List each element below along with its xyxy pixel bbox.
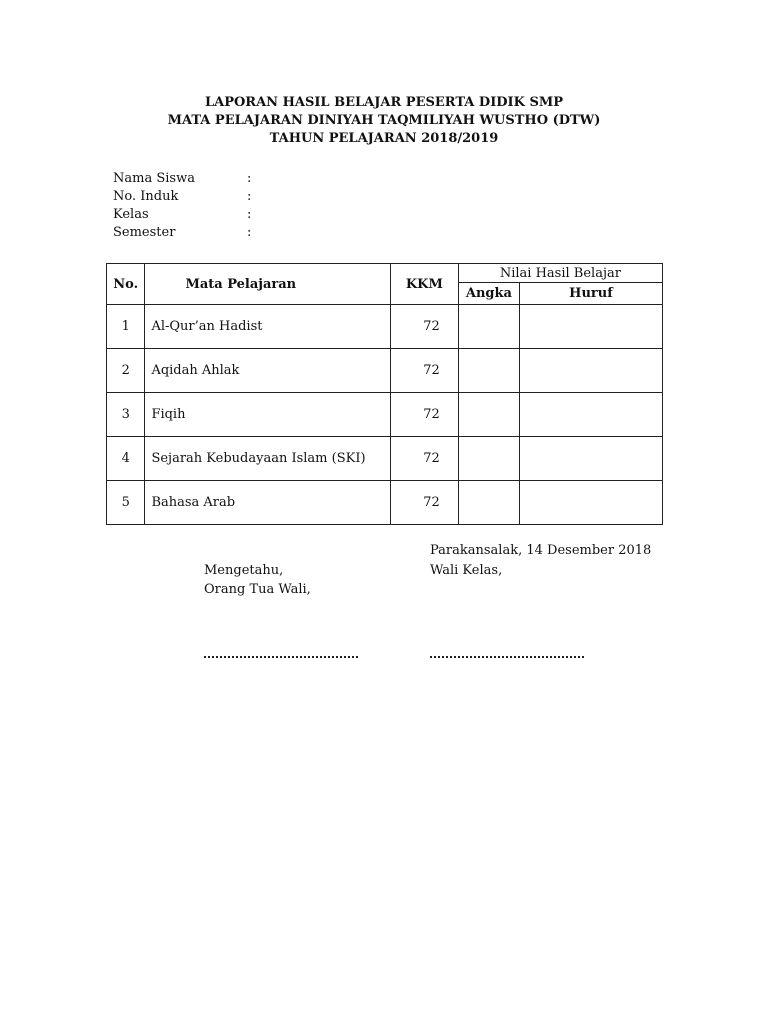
table-row bbox=[107, 437, 663, 481]
row-score-cell bbox=[458, 437, 519, 481]
student-name-field bbox=[113, 170, 251, 188]
student-id-field bbox=[113, 188, 251, 206]
student-id-label: No. Induk bbox=[113, 189, 179, 204]
row-score-cell bbox=[458, 305, 519, 349]
class-label: Kelas bbox=[113, 207, 149, 222]
homeroom-teacher-label: Wali Kelas, bbox=[430, 563, 503, 578]
row-number: 2 bbox=[107, 349, 145, 393]
row-letter-cell bbox=[519, 481, 662, 525]
semester-label: Semester bbox=[113, 225, 176, 240]
row-kkm: 72 bbox=[390, 393, 458, 437]
row-letter-cell bbox=[519, 437, 662, 481]
row-letter-cell bbox=[519, 349, 662, 393]
parent-guardian-label: Orang Tua Wali, bbox=[204, 582, 311, 597]
table-row bbox=[107, 481, 663, 525]
column-header-score: Angka bbox=[458, 283, 519, 305]
teacher-signature-line bbox=[430, 656, 584, 658]
row-subject: Al-Qur’an Hadist bbox=[145, 305, 390, 349]
report-title-line3: TAHUN PELAJARAN 2018/2019 bbox=[269, 131, 499, 146]
column-header-letter: Huruf bbox=[519, 283, 662, 305]
row-letter-cell bbox=[519, 305, 662, 349]
column-header-subject: Mata Pelajaran bbox=[145, 264, 390, 305]
row-kkm: 72 bbox=[390, 349, 458, 393]
report-title-line1: LAPORAN HASIL BELAJAR PESERTA DIDIK SMP bbox=[204, 95, 564, 110]
row-subject: Sejarah Kebudayaan Islam (SKI) bbox=[145, 437, 390, 481]
row-kkm: 72 bbox=[390, 481, 458, 525]
row-number: 4 bbox=[107, 437, 145, 481]
place-date: Parakansalak, 14 Desember 2018 bbox=[430, 543, 652, 558]
field-separator: : bbox=[247, 189, 252, 204]
column-group-result: Nilai Hasil Belajar bbox=[458, 264, 662, 283]
class-field bbox=[113, 206, 251, 224]
field-separator: : bbox=[247, 171, 252, 186]
row-number: 1 bbox=[107, 305, 145, 349]
table-row bbox=[107, 305, 663, 349]
row-letter-cell bbox=[519, 393, 662, 437]
table-row bbox=[107, 393, 663, 437]
row-number: 5 bbox=[107, 481, 145, 525]
row-score-cell bbox=[458, 393, 519, 437]
row-kkm: 72 bbox=[390, 305, 458, 349]
row-subject: Fiqih bbox=[145, 393, 390, 437]
grades-table bbox=[106, 263, 663, 525]
column-header-kkm: KKM bbox=[390, 264, 458, 305]
row-number: 3 bbox=[107, 393, 145, 437]
acknowledge-label: Mengetahu, bbox=[204, 563, 284, 578]
row-kkm: 72 bbox=[390, 437, 458, 481]
field-separator: : bbox=[247, 225, 252, 240]
field-separator: : bbox=[247, 207, 252, 222]
row-subject: Bahasa Arab bbox=[145, 481, 390, 525]
student-name-label: Nama Siswa bbox=[113, 171, 195, 186]
row-score-cell bbox=[458, 349, 519, 393]
table-row bbox=[107, 349, 663, 393]
row-score-cell bbox=[458, 481, 519, 525]
parent-signature-line bbox=[204, 656, 358, 658]
column-header-no: No. bbox=[107, 264, 145, 305]
report-title-line2: MATA PELAJARAN DINIYAH TAQMILIYAH WUSTHO (DTW) bbox=[167, 113, 601, 128]
semester-field bbox=[113, 224, 251, 242]
row-subject: Aqidah Ahlak bbox=[145, 349, 390, 393]
